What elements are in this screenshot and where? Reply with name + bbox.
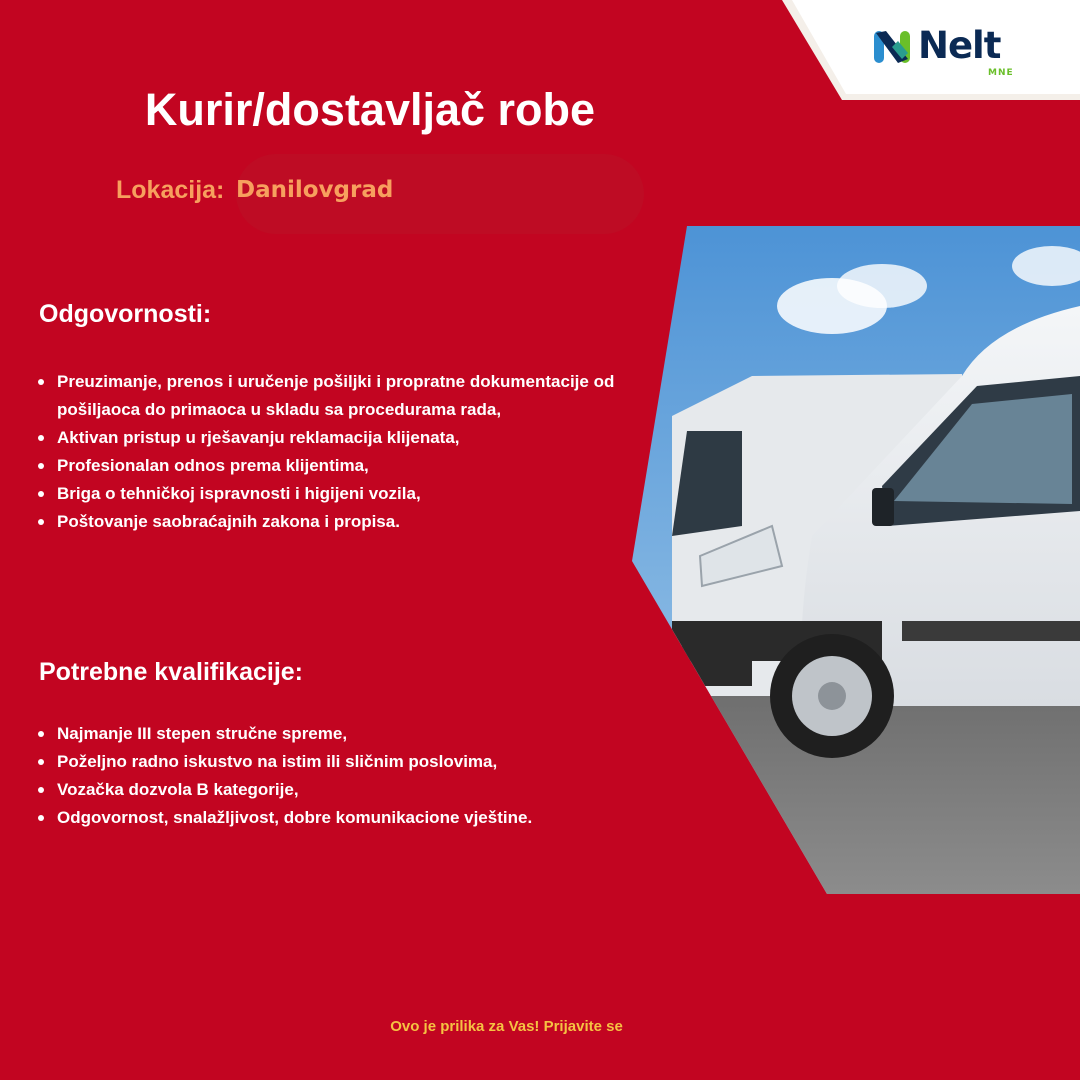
location-label: Lokacija: xyxy=(116,176,225,204)
list-item: Vozačka dozvola B kategorije, xyxy=(38,776,628,804)
list-item: Poštovanje saobraćajnih zakona i propisa. xyxy=(38,508,628,536)
list-item: Odgovornost, snalažljivost, dobre komunikacione vještine. xyxy=(38,804,628,832)
logo-wordmark: Nelt xyxy=(918,24,1001,67)
bullet-icon xyxy=(38,815,44,821)
responsibilities-list xyxy=(38,368,628,536)
bullet-icon xyxy=(38,491,44,497)
delivery-van-photo xyxy=(632,226,1080,894)
list-item: Profesionalan odnos prema klijentima, xyxy=(38,452,628,480)
bullet-icon xyxy=(38,435,44,441)
list-item: Briga o tehničkoj ispravnosti i higijeni vozila, xyxy=(38,480,628,508)
bullet-icon xyxy=(38,519,44,525)
responsibilities-heading: Odgovornosti: xyxy=(39,300,212,328)
job-title: Kurir/dostavljač robe xyxy=(144,84,596,135)
location-value: Danilovgrad xyxy=(236,177,394,203)
bullet-icon xyxy=(38,787,44,793)
logo-subtitle: MNE xyxy=(988,68,1014,78)
apply-cta[interactable]: Ovo je prilika za Vas! Prijavite se xyxy=(390,1018,623,1035)
list-item: Najmanje III stepen stručne spreme, xyxy=(38,720,628,748)
qualifications-list xyxy=(38,720,628,832)
list-item: Aktivan pristup u rješavanju reklamacija klijenata, xyxy=(38,424,628,452)
nelt-logo-mark-icon xyxy=(872,27,912,67)
bullet-icon xyxy=(38,379,44,385)
bullet-icon xyxy=(38,759,44,765)
list-item: Preuzimanje, prenos i uručenje pošiljki i propratne dokumentacije od pošiljaoca do primaoca u skladu sa procedurama rada, xyxy=(38,368,628,424)
bullet-icon xyxy=(38,731,44,737)
qualifications-heading: Potrebne kvalifikacije: xyxy=(39,658,304,686)
bullet-icon xyxy=(38,463,44,469)
nelt-logo[interactable] xyxy=(872,24,1022,84)
list-item: Poželjno radno iskustvo na istim ili sličnim poslovima, xyxy=(38,748,628,776)
